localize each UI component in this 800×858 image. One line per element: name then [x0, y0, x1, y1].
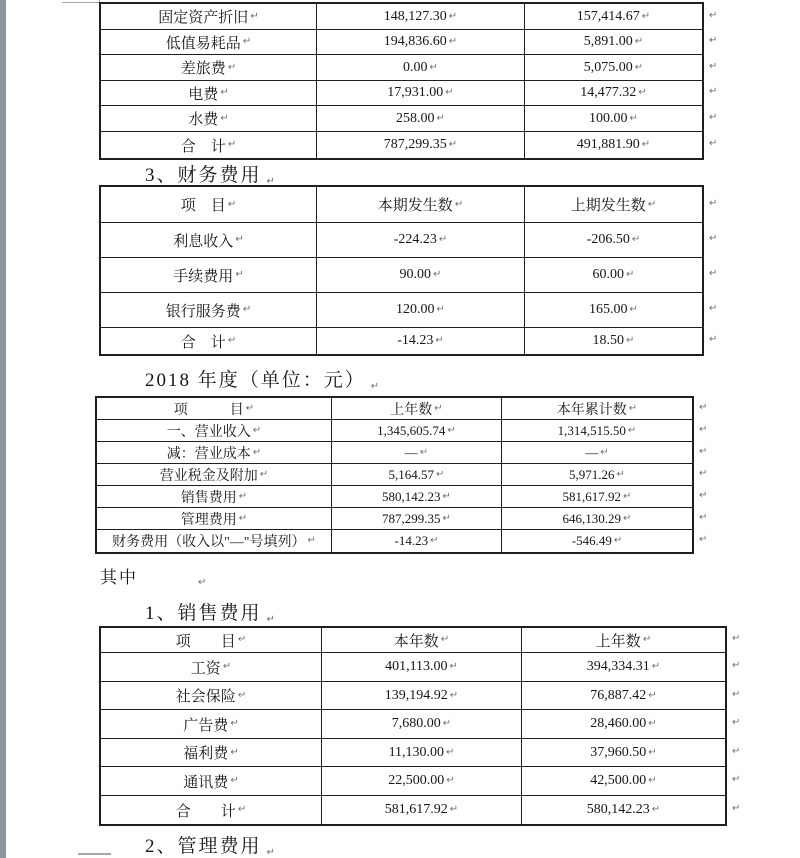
cell-end-mark-icon: ↵ [436, 304, 445, 315]
cell-end-mark-icon: ↵ [616, 468, 625, 480]
table-cell: 11,130.00 ↵ [322, 739, 522, 767]
table-2018-summary [95, 396, 710, 554]
cell-end-mark-icon: ↵ [641, 139, 651, 150]
table-cell: -206.50 ↵ [525, 223, 702, 258]
table-cell: 合 计 ↵ [101, 796, 322, 824]
table-cell: 减：营业成本 ↵ [97, 442, 332, 464]
table-cell: 148,127.30 ↵ [317, 4, 525, 30]
cell-end-mark-icon: ↵ [631, 234, 641, 245]
table-cell: 646,130.29 ↵ [502, 508, 692, 530]
table-cell: 手续费用 ↵ [101, 258, 317, 293]
table-cell: 90.00 ↵ [317, 258, 525, 293]
row-end-mark-icon: ↵ [709, 60, 718, 72]
cell-end-mark-icon: ↵ [449, 804, 459, 815]
cell-end-mark-icon: ↵ [227, 335, 237, 346]
cell-end-mark-icon: ↵ [651, 804, 661, 815]
table-cell: — ↵ [502, 442, 692, 464]
cell-end-mark-icon: ↵ [613, 535, 623, 546]
cell-end-mark-icon: ↵ [626, 269, 635, 280]
table-cell: 福利费 ↵ [101, 739, 322, 767]
row-end-mark-icon: ↵ [732, 774, 741, 785]
table-cell: 37,960.50 ↵ [522, 739, 725, 767]
table-header-cell: 本年数 ↵ [322, 628, 522, 653]
table-cell: 一、营业收入 ↵ [97, 420, 332, 442]
table-cell: 22,500.00 ↵ [322, 767, 522, 796]
section-heading-sales-expense [145, 598, 275, 625]
table-cell: 18.50 ↵ [592, 333, 635, 348]
table-cell: 139,194.92 ↵ [322, 682, 522, 710]
page-margin-strip [0, 0, 6, 858]
table-cell: 165.00 ↵ [525, 293, 702, 328]
cell-end-mark-icon: ↵ [252, 446, 262, 458]
row-end-mark-icon: ↵ [699, 401, 708, 413]
cell-end-mark-icon: ↵ [222, 661, 232, 672]
cell-end-mark-icon: ↵ [230, 718, 239, 729]
next-table-edge-line [78, 853, 111, 855]
row-end-mark-icon: ↵ [709, 9, 718, 21]
cell-end-mark-icon: ↵ [442, 718, 452, 729]
cell-end-mark-icon: ↵ [627, 424, 637, 436]
cell-end-mark-icon: ↵ [430, 535, 439, 546]
cell-end-mark-icon: ↵ [252, 424, 262, 436]
cell-end-mark-icon: ↵ [227, 139, 237, 150]
table-cell: 580,142.23 ↵ [586, 802, 661, 817]
table-cell: 100.00 ↵ [525, 106, 702, 132]
table-cell: 工资 ↵ [101, 653, 322, 682]
paragraph-mark-icon: ↵ [266, 614, 275, 625]
table-cell: 电费 ↵ [101, 81, 317, 106]
cell-end-mark-icon: ↵ [307, 535, 316, 546]
cell-end-mark-icon: ↵ [448, 36, 458, 47]
table-header-cell: 上年数 ↵ [522, 628, 725, 653]
table-cell: 14,477.32 ↵ [525, 81, 702, 106]
cell-end-mark-icon: ↵ [237, 804, 247, 815]
table-header-cell: 本期发生数 ↵ [317, 187, 525, 223]
table-cell: 1,345,605.74 ↵ [332, 420, 502, 442]
table-cell: 5,971.26 ↵ [502, 464, 692, 486]
cell-end-mark-icon: ↵ [227, 198, 237, 210]
row-end-mark-icon: ↵ [699, 489, 708, 501]
table-cell: 0.00 ↵ [317, 55, 525, 81]
table-cell: 管理费用 ↵ [97, 508, 332, 530]
section-heading-finance-expense [145, 160, 275, 187]
cell-end-mark-icon: ↵ [237, 634, 247, 645]
cell-end-mark-icon: ↵ [438, 234, 448, 245]
table-cell: 7,680.00 ↵ [322, 710, 522, 739]
table-cell: 581,617.92 ↵ [322, 796, 522, 824]
table-cell: 利息收入 ↵ [101, 223, 317, 258]
cell-end-mark-icon: ↵ [445, 87, 454, 98]
cell-end-mark-icon: ↵ [440, 634, 450, 645]
row-end-mark-icon: ↵ [709, 233, 718, 244]
row-end-mark-icon: ↵ [709, 35, 718, 46]
cell-end-mark-icon: ↵ [220, 112, 229, 124]
cell-end-mark-icon: ↵ [623, 490, 632, 502]
table-cell: 固定资产折旧 ↵ [101, 4, 317, 30]
heading-text: 1、销售费用 [145, 603, 262, 624]
cell-end-mark-icon: ↵ [436, 468, 445, 480]
table-cell: 194,836.60 ↵ [317, 30, 525, 55]
table-cell: 787,299.35 ↵ [317, 132, 525, 158]
row-end-mark-icon: ↵ [709, 86, 718, 97]
cell-end-mark-icon: ↵ [245, 402, 255, 414]
table-cell: -14.23 ↵ [332, 530, 502, 552]
table-cell: 42,500.00 ↵ [522, 767, 725, 796]
row-end-mark-icon: ↵ [699, 445, 708, 457]
row-end-mark-icon: ↵ [732, 688, 741, 700]
table-header-cell: 项 目 ↵ [101, 187, 317, 223]
row-end-mark-icon: ↵ [699, 467, 708, 479]
cell-end-mark-icon: ↵ [446, 775, 455, 786]
row-end-mark-icon: ↵ [699, 423, 708, 435]
section-heading-among-which [100, 563, 206, 588]
heading-text: 2、管理费用 [145, 836, 262, 857]
text-boundary-line-top [62, 2, 100, 3]
table-cell: 157,414.67 ↵ [525, 4, 702, 30]
cell-end-mark-icon: ↵ [449, 661, 458, 672]
cell-end-mark-icon: ↵ [449, 689, 459, 701]
table-cell: 低值易耗品 ↵ [101, 30, 317, 55]
table-cell: 银行服务费 ↵ [101, 293, 317, 328]
cell-end-mark-icon: ↵ [235, 234, 244, 245]
table-cell: -546.49 ↵ [571, 533, 623, 548]
cell-end-mark-icon: ↵ [628, 402, 638, 414]
cell-end-mark-icon: ↵ [434, 402, 443, 414]
table-header-cell: 上期发生数 ↵ [525, 187, 702, 223]
cell-end-mark-icon: ↵ [435, 335, 444, 346]
paragraph-mark-icon: ↵ [198, 577, 207, 588]
cell-end-mark-icon: ↵ [436, 112, 445, 124]
table-cell: 580,142.23 ↵ [332, 486, 502, 508]
table-cell: 401,113.00 ↵ [322, 653, 522, 682]
row-end-mark-icon: ↵ [709, 111, 718, 123]
cell-end-mark-icon: ↵ [623, 512, 632, 524]
table-cell: 销售费用 ↵ [97, 486, 332, 508]
cell-end-mark-icon: ↵ [442, 490, 451, 502]
table-cell: 491,881.90 ↵ [576, 137, 651, 152]
section-heading-2018 [145, 365, 379, 392]
heading-text: 其中 [100, 568, 138, 587]
cell-end-mark-icon: ↵ [242, 36, 252, 47]
row-end-mark-icon: ↵ [732, 717, 741, 728]
table-cell: 1,314,515.50 ↵ [502, 420, 692, 442]
paragraph-mark-icon: ↵ [266, 847, 275, 858]
table-cell: -14.23 ↵ [317, 328, 525, 354]
cell-end-mark-icon: ↵ [651, 661, 661, 672]
paragraph-mark-icon: ↵ [266, 176, 275, 187]
row-end-mark-icon: ↵ [709, 137, 718, 149]
table-cell: 120.00 ↵ [317, 293, 525, 328]
row-end-mark-icon: ↵ [699, 511, 708, 523]
table-cell: 社会保险 ↵ [101, 682, 322, 710]
row-end-mark-icon: ↵ [732, 633, 741, 644]
cell-end-mark-icon: ↵ [227, 61, 237, 73]
cell-end-mark-icon: ↵ [419, 446, 429, 458]
cell-end-mark-icon: ↵ [230, 746, 239, 758]
table-cell: 60.00 ↵ [525, 258, 702, 293]
row-end-mark-icon: ↵ [699, 533, 708, 545]
row-end-mark-icon: ↵ [709, 303, 718, 314]
table-cell: 28,460.00 ↵ [522, 710, 725, 739]
table-cell: 787,299.35 ↵ [332, 508, 502, 530]
cell-end-mark-icon: ↵ [648, 746, 657, 758]
cell-end-mark-icon: ↵ [442, 512, 451, 524]
cell-end-mark-icon: ↵ [648, 775, 657, 786]
cell-end-mark-icon: ↵ [429, 61, 438, 73]
table-header-cell: 项 目 ↵ [97, 398, 332, 420]
cell-end-mark-icon: ↵ [648, 718, 657, 729]
cell-end-mark-icon: ↵ [220, 87, 229, 98]
cell-end-mark-icon: ↵ [230, 775, 239, 786]
table-cell: 通讯费 ↵ [101, 767, 322, 796]
cell-end-mark-icon: ↵ [242, 304, 252, 315]
cell-end-mark-icon: ↵ [238, 512, 248, 524]
row-end-mark-icon: ↵ [709, 333, 718, 345]
table-header-cell: 本年累计数 ↵ [502, 398, 692, 420]
cell-end-mark-icon: ↵ [447, 424, 456, 436]
cell-end-mark-icon: ↵ [259, 468, 269, 480]
section-heading-admin-expense [145, 831, 275, 858]
cell-end-mark-icon: ↵ [648, 689, 657, 701]
cell-end-mark-icon: ↵ [250, 10, 259, 22]
table-cell: 5,891.00 ↵ [525, 30, 702, 55]
cell-end-mark-icon: ↵ [629, 112, 638, 124]
cell-end-mark-icon: ↵ [641, 10, 651, 22]
cell-end-mark-icon: ↵ [642, 634, 652, 645]
table-cell: 差旅费 ↵ [101, 55, 317, 81]
table-cell: 财务费用（收入以"—"号填列） ↵ [97, 530, 332, 552]
cell-end-mark-icon: ↵ [446, 746, 455, 758]
table-cell: 合 计 ↵ [101, 328, 317, 354]
cell-end-mark-icon: ↵ [634, 61, 644, 73]
table-cell: 258.00 ↵ [317, 106, 525, 132]
cell-end-mark-icon: ↵ [448, 10, 458, 22]
table-cell: 营业税金及附加 ↵ [97, 464, 332, 486]
cell-end-mark-icon: ↵ [629, 304, 638, 315]
table-cell: — ↵ [332, 442, 502, 464]
cell-end-mark-icon: ↵ [433, 269, 442, 280]
row-end-mark-icon: ↵ [732, 660, 741, 671]
cell-end-mark-icon: ↵ [237, 689, 247, 701]
row-end-mark-icon: ↵ [709, 197, 718, 209]
table-header-cell: 项 目 ↵ [101, 628, 322, 653]
heading-text: 2018 年度（单位：元） [145, 370, 366, 391]
cell-end-mark-icon: ↵ [638, 87, 647, 98]
cell-end-mark-icon: ↵ [238, 490, 248, 502]
table-sales-expense [99, 626, 743, 826]
row-end-mark-icon: ↵ [732, 802, 741, 814]
table-header-cell: 上年数 ↵ [332, 398, 502, 420]
row-end-mark-icon: ↵ [709, 268, 718, 279]
cell-end-mark-icon: ↵ [634, 36, 644, 47]
table-management-expense-tail [99, 2, 720, 160]
table-cell: 广告费 ↵ [101, 710, 322, 739]
table-cell: 17,931.00 ↵ [317, 81, 525, 106]
table-cell: 水费 ↵ [101, 106, 317, 132]
cell-end-mark-icon: ↵ [600, 446, 609, 458]
cell-end-mark-icon: ↵ [235, 269, 244, 280]
paragraph-mark-icon: ↵ [370, 381, 380, 392]
heading-text: 3、财务费用 [145, 165, 262, 186]
table-cell: 581,617.92 ↵ [502, 486, 692, 508]
cell-end-mark-icon: ↵ [626, 335, 635, 346]
table-cell: 5,164.57 ↵ [332, 464, 502, 486]
row-end-mark-icon: ↵ [732, 745, 741, 757]
cell-end-mark-icon: ↵ [647, 198, 657, 210]
table-cell: 76,887.42 ↵ [522, 682, 725, 710]
table-cell: 394,334.31 ↵ [522, 653, 725, 682]
table-cell: -224.23 ↵ [317, 223, 525, 258]
cell-end-mark-icon: ↵ [454, 198, 464, 210]
cell-end-mark-icon: ↵ [448, 139, 458, 150]
table-cell: 合 计 ↵ [101, 132, 317, 158]
table-cell: 5,075.00 ↵ [525, 55, 702, 81]
table-finance-expense [99, 185, 720, 356]
